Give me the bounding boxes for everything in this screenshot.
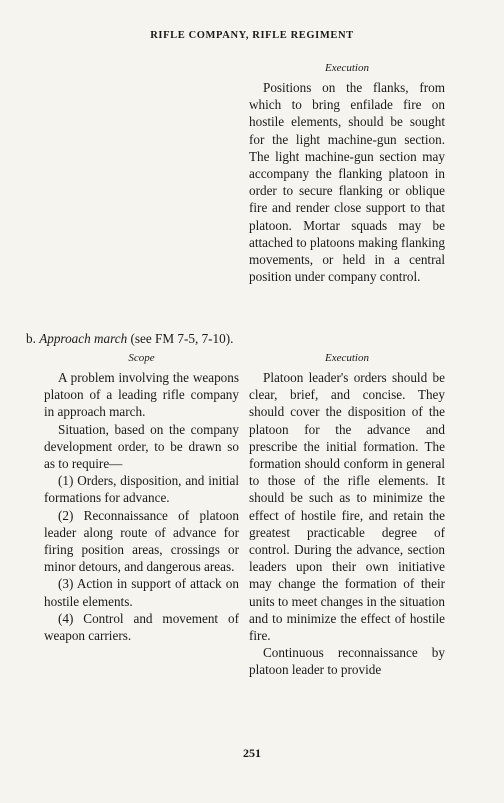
scope-paragraph: A problem involving the weapons platoon of a leading rifle company in approach march. bbox=[44, 370, 239, 420]
scope-paragraph: Situation, based on the company development order, to be drawn so as to require— bbox=[44, 421, 239, 472]
section-reference: (see FM 7-5, 7-10). bbox=[130, 331, 234, 346]
execution-paragraph: Platoon leader's orders should be clear, brief, and concise. They should cover the disposition of the platoon for the advance and prescribe the initial formation. The formation should conform in general to those of the rifle elements. It should be such as to minimize the effect of hostile fire, and retain the greatest practicable degree of control. During the advance, section leaders upon their own initiative may change the formation of their units to meet changes in the situation and to minimize the effect of hostile fire. bbox=[249, 370, 445, 644]
running-header: RIFLE COMPANY, RIFLE REGIMENT bbox=[150, 30, 354, 41]
scope-column bbox=[44, 350, 239, 644]
section-label: b. bbox=[26, 331, 36, 346]
page-number: 251 bbox=[243, 746, 261, 760]
execution-heading-top: Execution bbox=[325, 62, 369, 74]
execution-column bbox=[249, 350, 445, 679]
execution-paragraph-top: Positions on the flanks, from which to bring enfilade fire on hostile elements, should be sought for the light machine-gun section. The light machine-gun section may accompany the flanking platoon in order to secure flanking or oblique fire and render close support to that platoon. Mortar squads may be attached to platoons making flanking movements, or held in a central position under company control. bbox=[249, 80, 445, 285]
execution-heading: Execution bbox=[325, 352, 369, 364]
section-title: Approach march bbox=[39, 331, 128, 346]
execution-paragraph: Continuous reconnaissance by platoon leader to provide bbox=[249, 645, 445, 678]
top-execution-column bbox=[249, 60, 445, 285]
scope-paragraph: (1) Orders, disposition, and initial formations for advance. bbox=[44, 473, 239, 506]
scope-paragraph: (4) Control and movement of weapon carriers. bbox=[44, 610, 239, 644]
scope-heading: Scope bbox=[128, 352, 155, 364]
scope-paragraph: (3) Action in support of attack on hostile elements. bbox=[44, 576, 239, 609]
section-heading bbox=[26, 331, 233, 347]
scope-paragraph: (2) Reconnaissance of platoon leader along route of advance for firing position areas, crossings or minor detours, and dangerous areas. bbox=[44, 507, 239, 575]
